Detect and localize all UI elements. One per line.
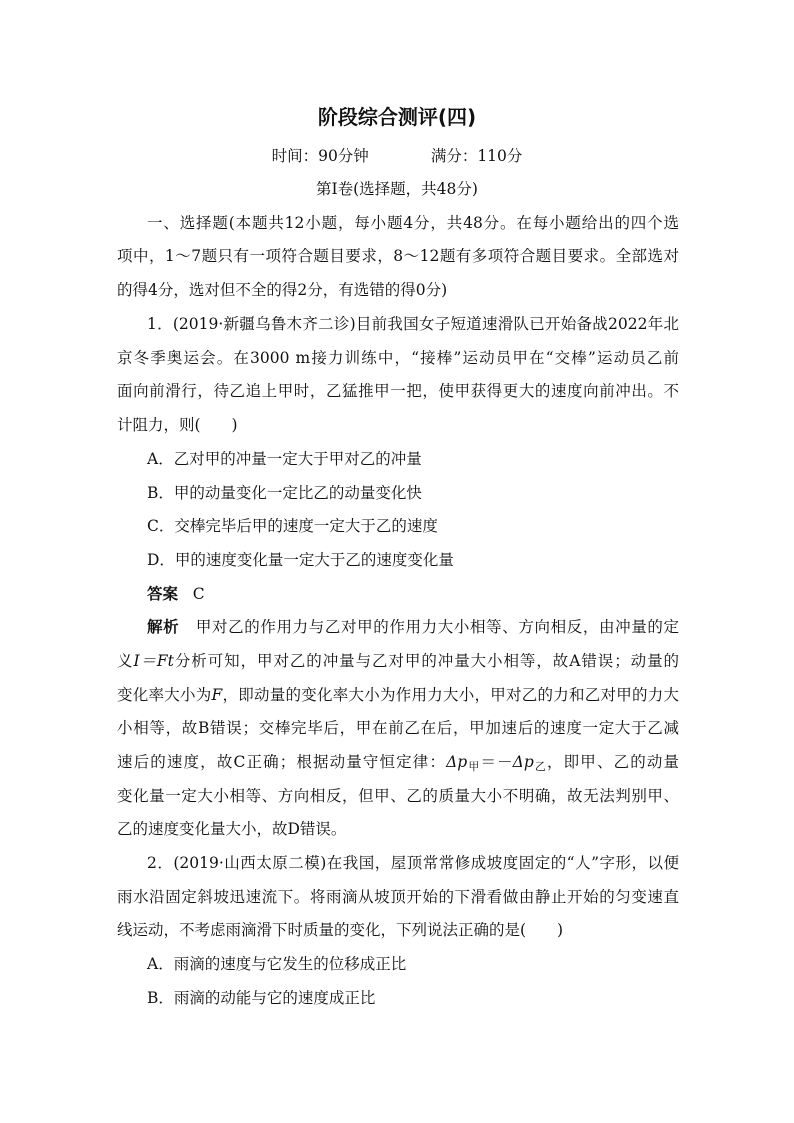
analysis-line: 变化量一定大小相等、方向相反，但甲、乙的质量大小不明确，故无法判别甲、 xyxy=(117,787,679,805)
subscript-jia: 甲 xyxy=(467,760,481,773)
question-2-stem: 线运动，不考虑雨滴滑下时质量的变化，下列说法正确的是( ) xyxy=(117,921,564,939)
analysis-line xyxy=(147,617,679,637)
momentum-change-symbol: Δp xyxy=(512,753,534,771)
question-1-stem: 计阻力，则( ) xyxy=(117,416,238,434)
analysis-text: 义 xyxy=(117,652,134,670)
equals-minus: ＝－ xyxy=(480,753,513,771)
instructions-line: 项中，1～7题只有一项符合题目要求，8～12题有多项符合题目要求。全部选对 xyxy=(117,247,679,265)
question-1-stem: 京冬季奥运会。在3000 m接力训练中，“接棒”运动员甲在“交棒”运动员乙前 xyxy=(117,349,679,367)
answer-label: 答案 xyxy=(147,585,179,603)
question-1-option-c: C．交棒完毕后甲的速度一定大于乙的速度 xyxy=(147,517,438,535)
analysis-line xyxy=(117,752,679,777)
analysis-line xyxy=(117,651,679,671)
question-1-stem: 面向前滑行，待乙追上甲时，乙猛推甲一把，使甲获得更大的速度向前冲出。不 xyxy=(117,382,679,400)
answer-value: C xyxy=(192,585,205,603)
question-2-stem: 2．(2019·山西太原二模)在我国，屋顶常常修成坡度固定的“人”字形，以便 xyxy=(147,854,679,872)
force-variable: F xyxy=(211,686,223,704)
instructions-line: 一、选择题(本题共12小题，每小题4分，共48分。在每小题给出的四个选 xyxy=(147,214,679,232)
question-2-option-b: B．雨滴的动能与它的速度成正比 xyxy=(147,989,376,1007)
subscript-yi: 乙 xyxy=(533,760,548,773)
analysis-text: 分析可知，甲对乙的冲量与乙对甲的冲量大小相等，故A错误；动量的 xyxy=(173,652,679,670)
question-1-option-d: D．甲的速度变化量一定大于乙的速度变化量 xyxy=(147,551,454,569)
analysis-line: 乙的速度变化量大小，故D错误。 xyxy=(117,820,347,838)
momentum-change-symbol: Δp xyxy=(446,753,468,771)
time-label: 时间：90分钟 xyxy=(271,147,369,165)
page-title: 阶段综合测评(四) xyxy=(317,105,477,129)
impulse-formula: I＝Ft xyxy=(133,652,174,670)
question-2-stem: 雨水沿固定斜坡迅速流下。将雨滴从坡顶开始的下滑看做由静止开始的匀变速直 xyxy=(117,888,679,906)
exam-meta xyxy=(0,146,794,166)
analysis-line: 小相等，故B错误；交棒完毕后，甲在前乙在后，甲加速后的速度一定大于乙减 xyxy=(117,719,679,737)
analysis-line xyxy=(117,685,679,705)
analysis-label: 解析 xyxy=(147,618,180,636)
section-title: 第Ⅰ卷(选择题，共48分) xyxy=(316,180,478,198)
analysis-text: ，即动量的变化率大小为作用力大小，甲对乙的力和乙对甲的力大 xyxy=(222,686,679,704)
question-1-option-a: A．乙对甲的冲量一定大于甲对乙的冲量 xyxy=(147,450,422,468)
score-label: 满分：110分 xyxy=(430,147,523,165)
analysis-text: ，即甲、乙的动量 xyxy=(547,753,679,771)
analysis-text: 甲对乙的作用力与乙对甲的作用力大小相等、方向相反，由冲量的定 xyxy=(195,618,679,636)
question-2-option-a: A．雨滴的速度与它发生的位移成正比 xyxy=(147,955,407,973)
analysis-text: 变化率大小为 xyxy=(117,686,212,704)
analysis-text: 速后的速度，故C正确；根据动量守恒定律： xyxy=(117,753,447,771)
answer-row xyxy=(147,584,709,604)
question-1-stem: 1．(2019·新疆乌鲁木齐二诊)目前我国女子短道速滑队已开始备战2022年北 xyxy=(147,315,679,333)
question-1-option-b: B．甲的动量变化一定比乙的动量变化快 xyxy=(147,484,422,502)
instructions-line: 的得4分，选对但不全的得2分，有选错的得0分) xyxy=(117,281,448,299)
